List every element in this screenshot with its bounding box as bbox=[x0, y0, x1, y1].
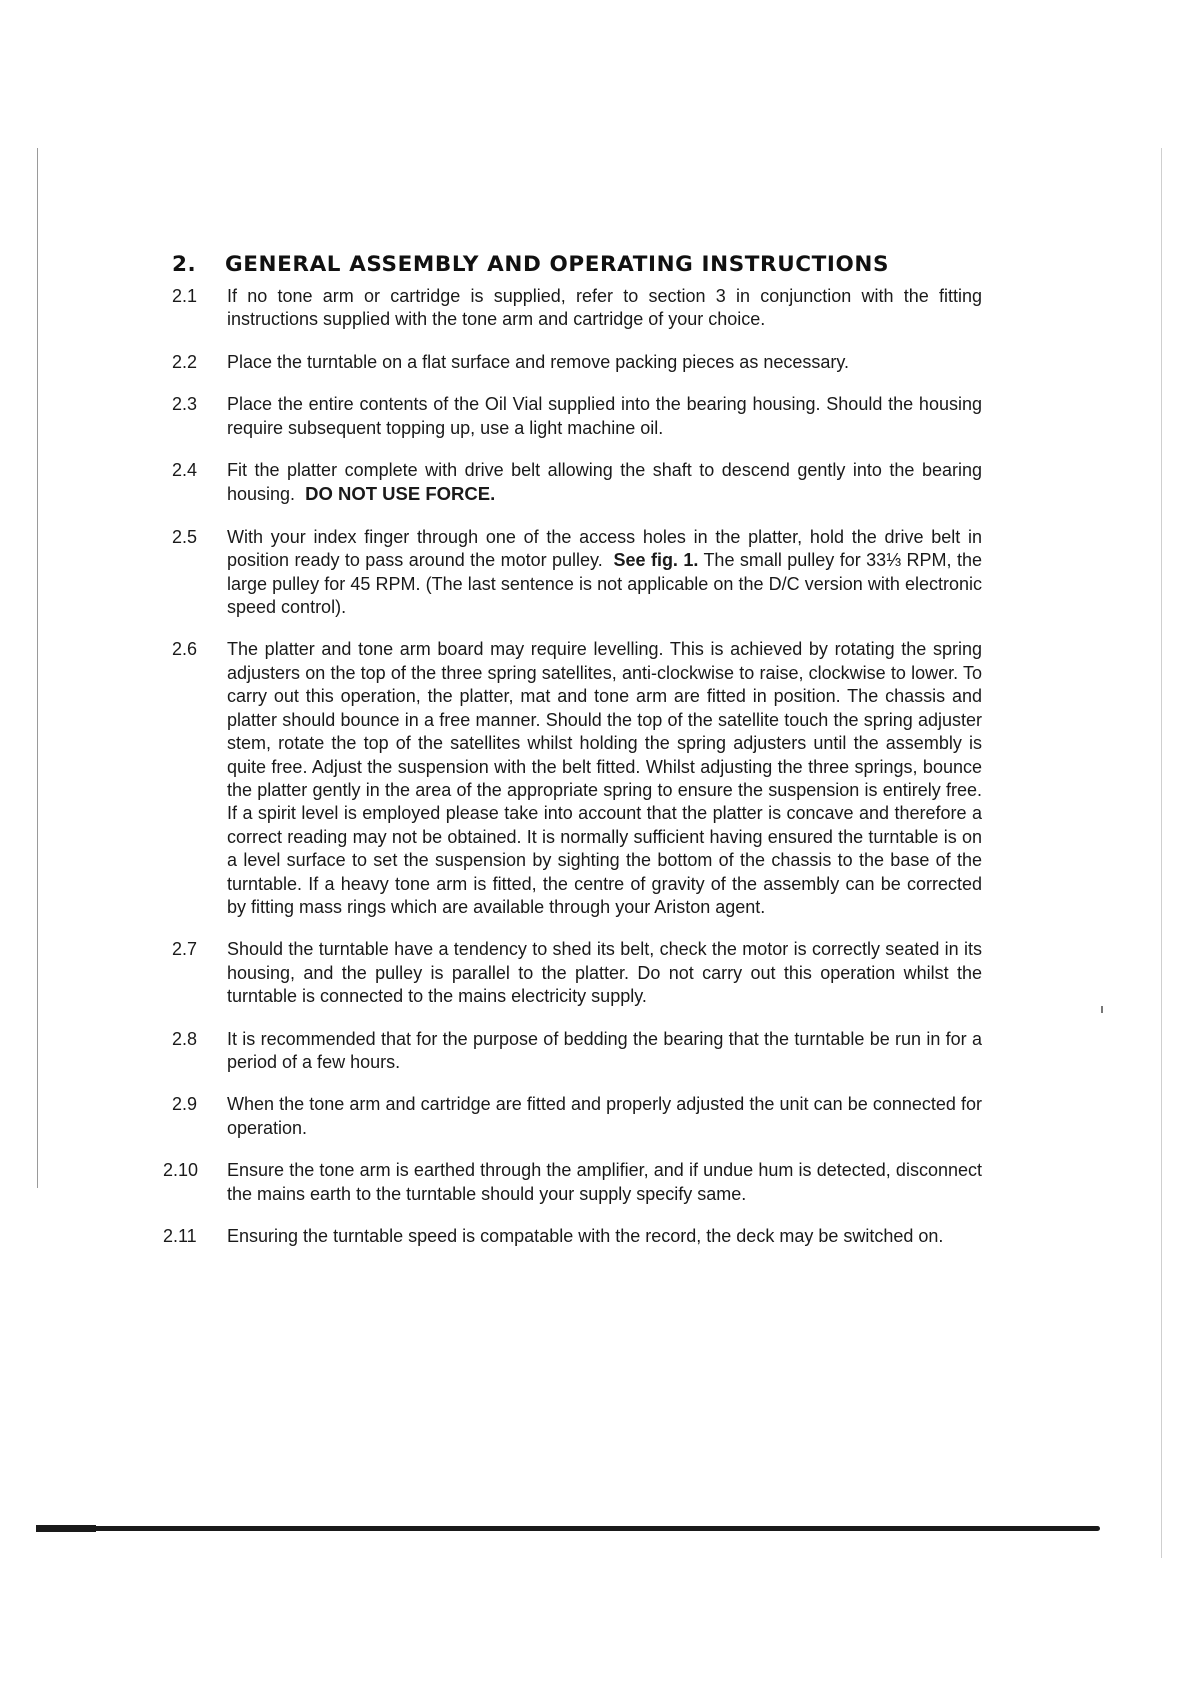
item-number: 2.5 bbox=[172, 526, 198, 547]
section-heading bbox=[172, 252, 982, 277]
list-item-2-10 bbox=[163, 1159, 982, 1206]
item-text: Place the turntable on a flat surface and remove packing pieces as necessary. bbox=[227, 351, 850, 372]
list-item-2-11 bbox=[163, 1225, 982, 1248]
item-number: 2.11 bbox=[163, 1226, 197, 1246]
list-item-2-6 bbox=[172, 638, 982, 919]
instructions-section bbox=[163, 252, 982, 1267]
item-text-container bbox=[227, 459, 982, 507]
item-text: Ensure the tone arm is earthed through the amplifier, and if undue hum is detected, disconnect the mains earth to the turntable should your supply specify same. bbox=[227, 1160, 982, 1204]
section-number: 2. bbox=[172, 252, 197, 277]
item-text: Place the entire contents of the Oil Vial supplied into the bearing housing. Should the housing require subsequent topping up, use a light machine oil. bbox=[227, 394, 982, 438]
stray-mark bbox=[1101, 1006, 1103, 1013]
item-number: 2.6 bbox=[172, 639, 198, 660]
item-number: 2.2 bbox=[172, 351, 198, 372]
item-number: 2.10 bbox=[163, 1160, 199, 1181]
item-text-before: With your index finger through one of the access holes in the platter, hold the drive belt in position ready to pass around the motor pulley. bbox=[227, 526, 982, 571]
item-text: Ensuring the turntable speed is compatable with the record, the deck may be switched on. bbox=[227, 1226, 944, 1246]
list-item-2-7 bbox=[172, 938, 982, 1008]
item-text: Should the turntable have a tendency to shed its belt, check the motor is correctly seated in its housing, and the pulley is parallel to the platter. Do not carry out this operation whilst the turntable is connected to the mains electricity supply. bbox=[227, 939, 982, 1007]
item-number: 2.3 bbox=[172, 394, 198, 415]
item-number: 2.9 bbox=[172, 1094, 198, 1115]
section-title: GENERAL ASSEMBLY AND OPERATING INSTRUCTIONS bbox=[225, 252, 890, 277]
item-text: When the tone arm and cartridge are fitted and properly adjusted the unit can be connected for operation. bbox=[227, 1094, 982, 1138]
item-text: Fit the platter complete with drive belt allowing the shaft to descend gently into the bearing housing. bbox=[227, 460, 982, 505]
item-number: 2.1 bbox=[172, 286, 198, 306]
list-item-2-9 bbox=[172, 1093, 982, 1140]
item-text: If no tone arm or cartridge is supplied, refer to section 3 in conjunction with the fitting instructions supplied with the tone arm and cartridge of your choice. bbox=[227, 286, 982, 330]
item-text-container bbox=[227, 526, 982, 620]
list-item-2-4 bbox=[172, 459, 982, 507]
list-item-2-8 bbox=[172, 1028, 982, 1075]
warning-emphasis: DO NOT USE FORCE. bbox=[305, 483, 496, 505]
list-item-2-5 bbox=[172, 526, 982, 620]
item-text: It is recommended that for the purpose of bedding the bearing that the turntable be run in for a period of a few hours. bbox=[227, 1028, 982, 1072]
figure-reference: See fig. 1. bbox=[613, 550, 699, 571]
item-number: 2.7 bbox=[172, 939, 198, 960]
scan-edge-right bbox=[1161, 148, 1162, 1558]
item-text-after: The small pulley for 33⅓ RPM, the large pulley for 45 RPM. (The last sentence is not applicable on the D/C version with electronic speed control). bbox=[227, 550, 982, 618]
item-text: The platter and tone arm board may require levelling. This is achieved by rotating the spring adjusters on the top of the three spring satellites, anti-clockwise to raise, clockwise to lower. To carry out this operation, the platter, mat and tone arm are fitted in position. The chassis and platter should bounce in a free manner. Should the top of the satellite touch the spring adjuster stem, rotate the top of the satellites whilst holding the spring adjusters until the assembly is quite free. Adjust the suspension with the belt fitted. Whilst adjusting the three springs, bounce the platter gently in the area of the appropriate spring to ensure the suspension is entirely free. If a spirit level is employed please take into account that the platter is concave and therefore a correct reading may not be obtained. It is normally sufficient having ensured the turntable is on a level surface to set the suspension by sighting the bottom of the chassis to the base of the turntable. If a heavy tone arm is fitted, the centre of gravity of the assembly can be corrected by fitting mass rings which are available through your Ariston agent. bbox=[227, 639, 982, 917]
item-number: 2.4 bbox=[172, 460, 198, 481]
item-number: 2.8 bbox=[172, 1028, 198, 1049]
footer-rule bbox=[36, 1526, 1100, 1531]
list-item-2-3 bbox=[172, 393, 982, 440]
list-item-2-2 bbox=[172, 351, 982, 374]
scan-edge-left bbox=[37, 148, 38, 1188]
list-item-2-1 bbox=[172, 285, 982, 332]
